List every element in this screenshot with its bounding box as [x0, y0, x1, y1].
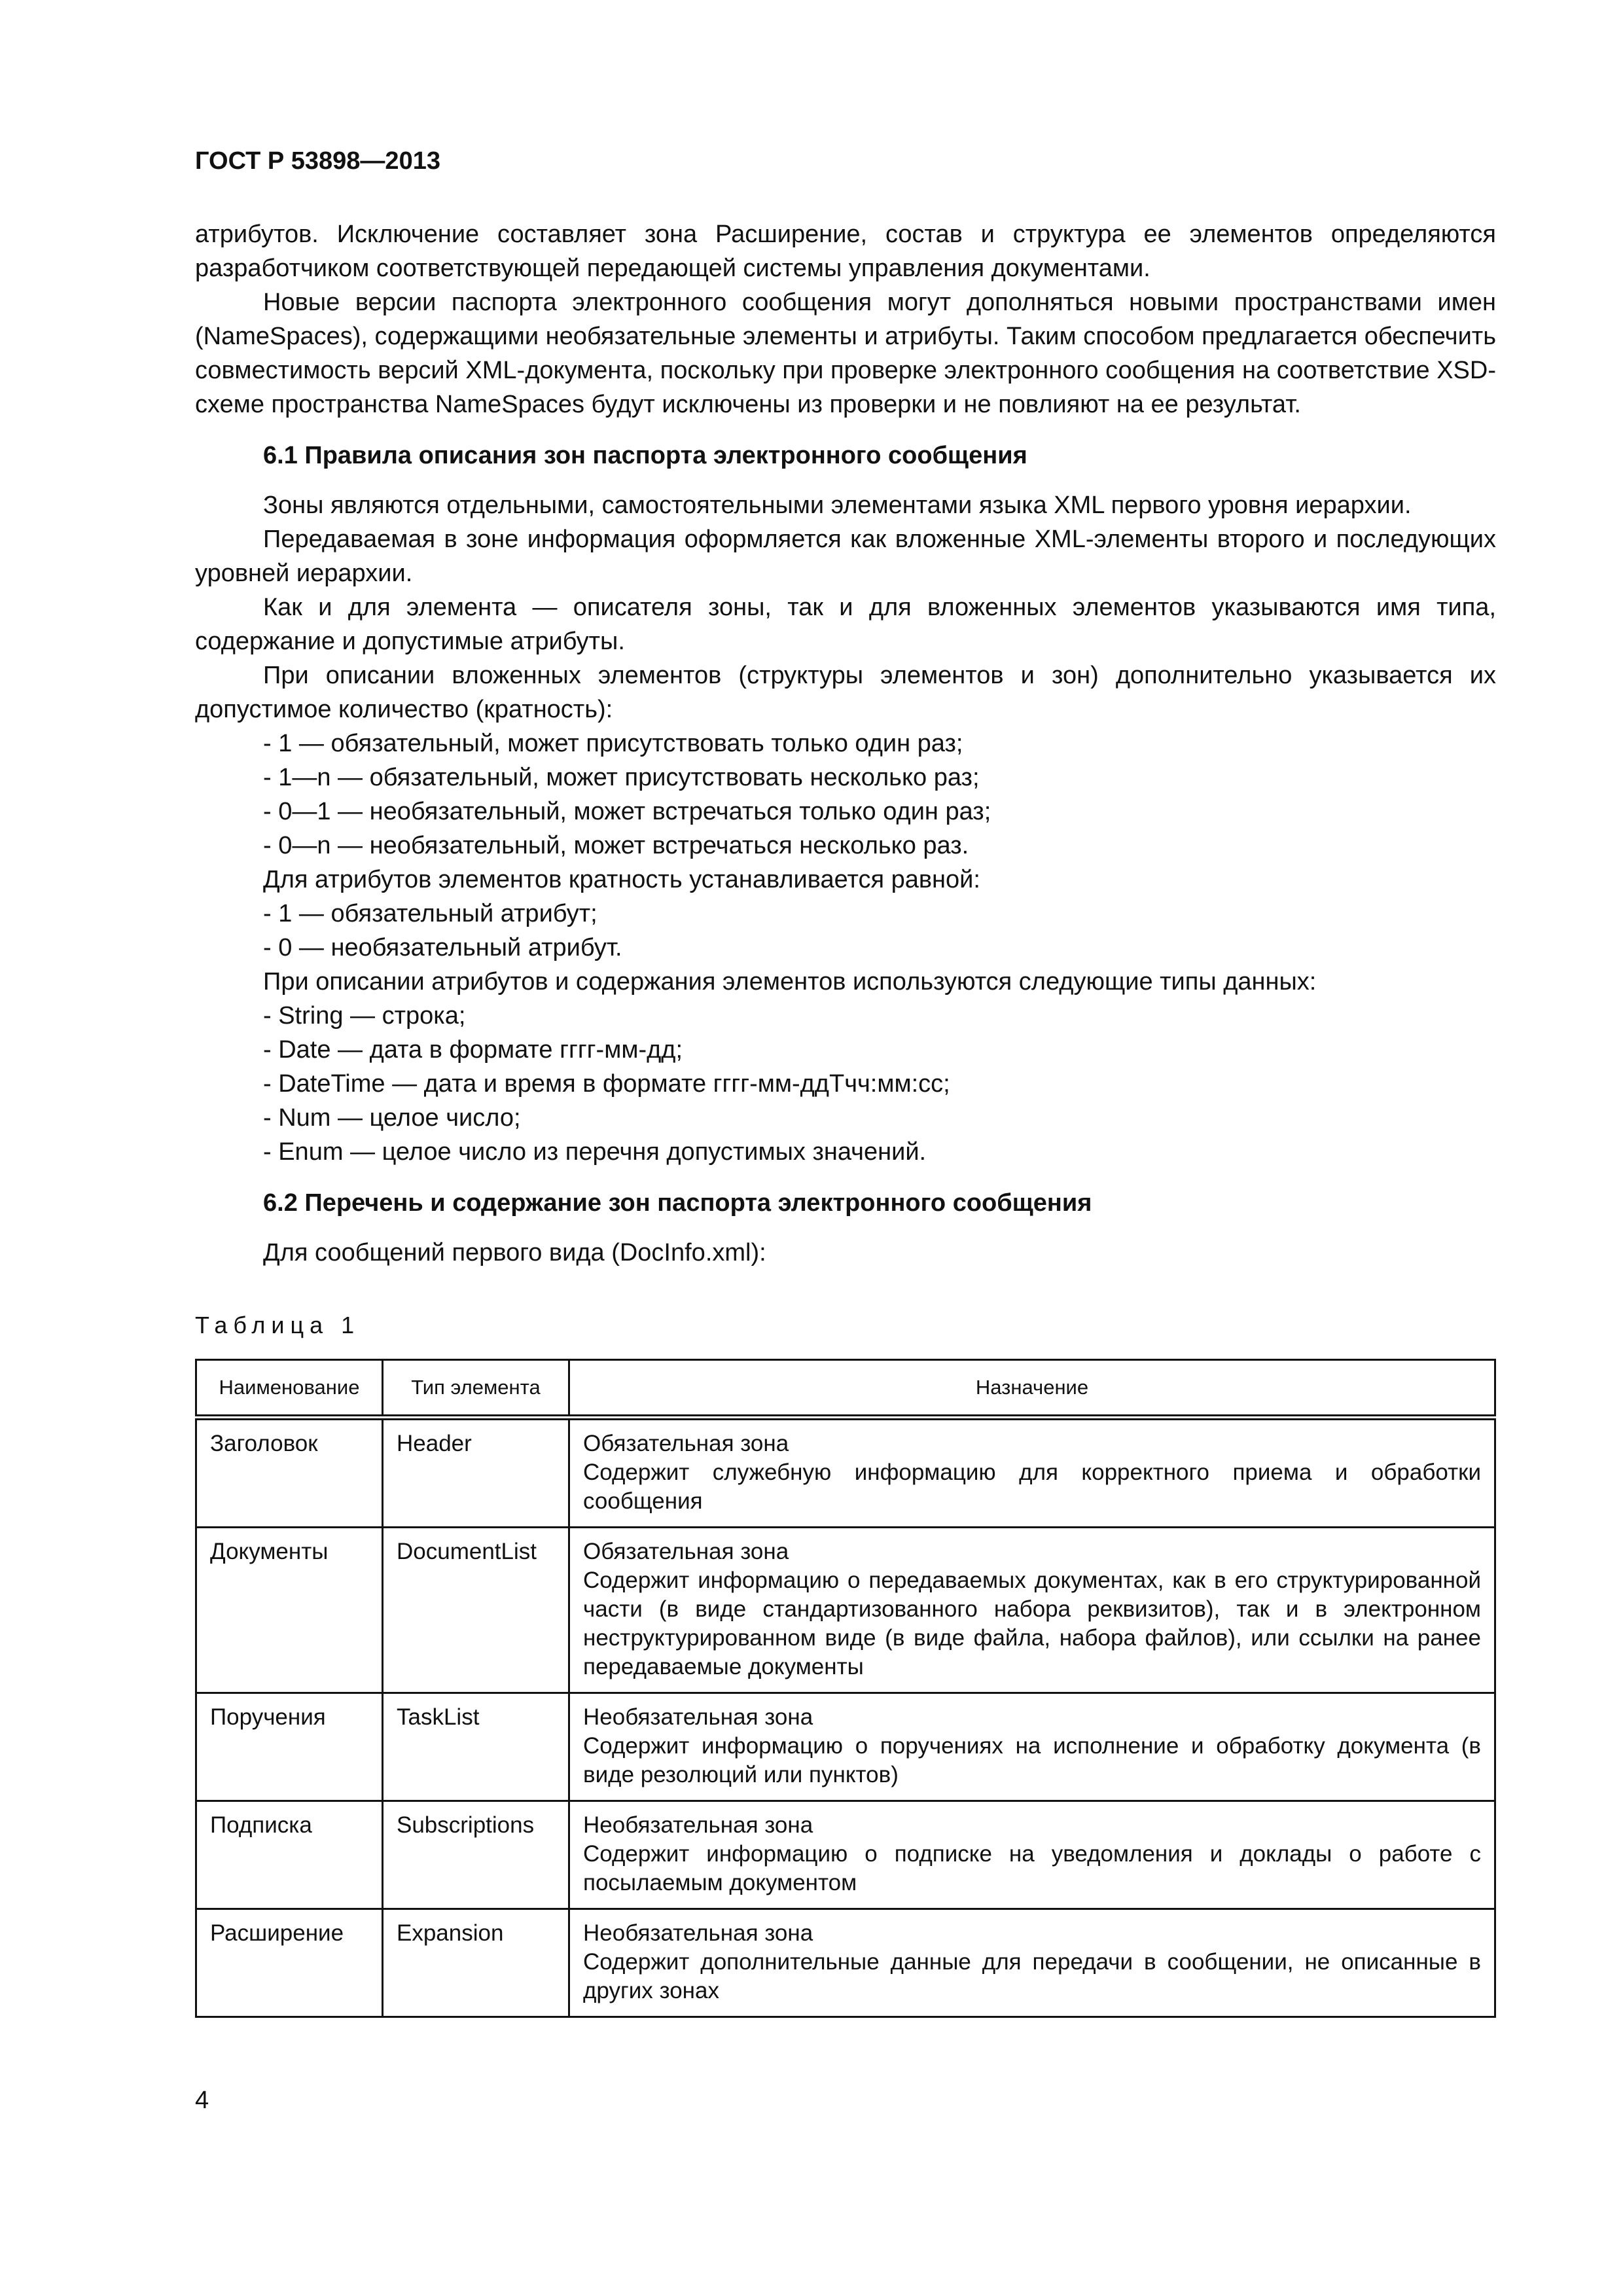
cell-zone-kind: Обязательная зона [583, 1539, 789, 1564]
cell-name: Документы [196, 1528, 383, 1693]
cell-type: Header [383, 1418, 569, 1528]
table-row [196, 1909, 1495, 2017]
list-item-type: - Enum — целое число из перечня допустимых значений. [263, 1138, 927, 1166]
cell-zone-kind: Необязательная зона [583, 1920, 813, 1946]
cell-type: Subscriptions [383, 1801, 569, 1909]
table-row [196, 1418, 1495, 1528]
paragraph-multiplicity: При описании вложенных элементов (структуры элементов и зон) дополнительно указывается их допустимое количество (кратность): [195, 662, 1496, 723]
paragraph-info: Передаваемая в зоне информация оформляется как вложенные XML-элементы второго и последующих уровней иерархии. [195, 526, 1496, 587]
paragraph-namespaces: Новые версии паспорта электронного сообщения могут дополняться новыми пространствами имен (NameSpaces), содержащими необязательные элементы и атрибуты. Таким способом предлагается обеспечить совместимость версий XML-документа, поскольку при проверке электронного сообщения на соответствие XSD-схеме пространства NameSpaces будут исключены из проверки и не повлияют на ее результат. [195, 289, 1496, 418]
cell-zone-kind: Необязательная зона [583, 1704, 813, 1730]
zones-table [195, 1359, 1496, 2018]
list-item-multiplicity: - 0—n — необязательный, может встречаться несколько раз. [263, 832, 969, 859]
paragraph-attr-intro: Для атрибутов элементов кратность устанавливается равной: [263, 866, 980, 893]
paragraph-continuation: атрибутов. Исключение составляет зона Расширение, состав и структура ее элементов определяются разработчиком соответствующей передающей системы управления документами. [195, 221, 1496, 282]
list-item-type: - String — строка; [263, 1002, 466, 1030]
list-item-type: - Num — целое число; [263, 1104, 521, 1132]
table-caption: Таблица 1 [195, 1312, 361, 1338]
cell-purpose [569, 1693, 1495, 1801]
cell-zone-desc: Содержит информацию о подписке на уведомления и доклады о работе с посылаемым документом [583, 1841, 1481, 1895]
section-heading-6-1: 6.1 Правила описания зон паспорта электронного сообщения [263, 442, 1027, 469]
paragraph-descriptor: Как и для элемента — описателя зоны, так и для вложенных элементов указываются имя типа, содержание и допустимые атрибуты. [195, 594, 1496, 655]
cell-name: Поручения [196, 1693, 383, 1801]
column-header-name: Наименование [196, 1360, 383, 1418]
cell-zone-desc: Содержит информацию о поручениях на исполнение и обработку документа (в виде резолюций или пунктов) [583, 1733, 1481, 1787]
list-item-attr: - 0 — необязательный атрибут. [263, 934, 622, 961]
table-row [196, 1528, 1495, 1693]
list-item-attr: - 1 — обязательный атрибут; [263, 900, 597, 927]
table-row [196, 1801, 1495, 1909]
section-heading-6-2: 6.2 Перечень и содержание зон паспорта электронного сообщения [263, 1189, 1092, 1217]
cell-type: TaskList [383, 1693, 569, 1801]
cell-type: DocumentList [383, 1528, 569, 1693]
paragraph-types-intro: При описании атрибутов и содержания элементов используются следующие типы данных: [263, 968, 1317, 996]
list-item-multiplicity: - 0—1 — необязательный, может встречаться только один раз; [263, 798, 991, 825]
list-item-multiplicity: - 1—n — обязательный, может присутствовать несколько раз; [263, 764, 980, 791]
cell-purpose [569, 1528, 1495, 1693]
page-body [195, 145, 1496, 2018]
page-number: 4 [195, 2087, 209, 2114]
cell-zone-desc: Содержит информацию о передаваемых документах, как в его структурированной части (в виде стандартизованного набора реквизитов), так и в электронном неструктурированном виде (в виде файла, набора файлов), или ссылки на ранее передаваемые документы [583, 1568, 1481, 1679]
table-row [196, 1693, 1495, 1801]
table-header-row [196, 1360, 1495, 1418]
document-header: ГОСТ Р 53898—2013 [195, 147, 440, 175]
cell-name: Подписка [196, 1801, 383, 1909]
cell-zone-desc: Содержит дополнительные данные для передачи в сообщении, не описанные в других зонах [583, 1949, 1481, 2003]
list-item-type: - DateTime — дата и время в формате гггг-мм-ддТчч:мм:сс; [263, 1070, 950, 1098]
cell-purpose [569, 1801, 1495, 1909]
paragraph-first-kind: Для сообщений первого вида (DocInfo.xml): [263, 1239, 766, 1266]
column-header-type: Тип элемента [383, 1360, 569, 1418]
cell-purpose [569, 1418, 1495, 1528]
cell-zone-desc: Содержит служебную информацию для корректного приема и обработки сообщения [583, 1460, 1481, 1514]
paragraph-zones: Зоны являются отдельными, самостоятельными элементами языка XML первого уровня иерархии. [263, 492, 1412, 519]
cell-zone-kind: Необязательная зона [583, 1812, 813, 1838]
cell-zone-kind: Обязательная зона [583, 1431, 789, 1456]
cell-name: Расширение [196, 1909, 383, 2017]
cell-purpose [569, 1909, 1495, 2017]
cell-name: Заголовок [196, 1418, 383, 1528]
list-item-type: - Date — дата в формате гггг-мм-дд; [263, 1036, 683, 1064]
cell-type: Expansion [383, 1909, 569, 2017]
list-item-multiplicity: - 1 — обязательный, может присутствовать только один раз; [263, 730, 963, 757]
column-header-purpose: Назначение [569, 1360, 1495, 1418]
